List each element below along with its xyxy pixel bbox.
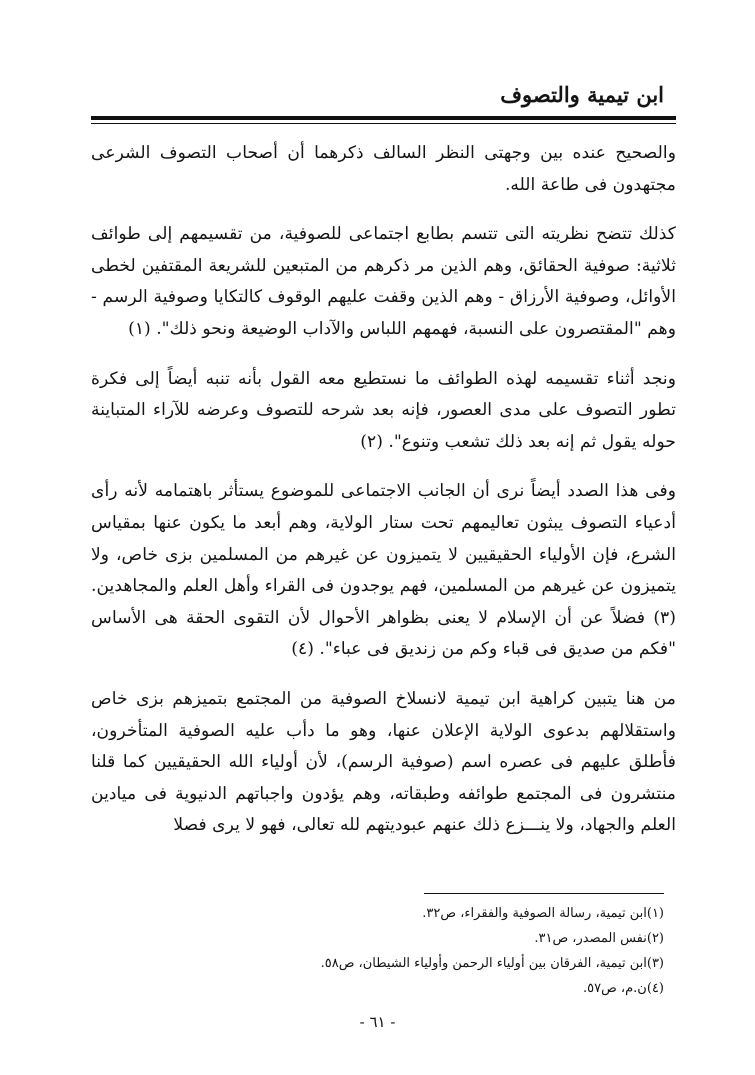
footnote-4: (٤)ن.م، ص٥٧. (582, 981, 664, 996)
header-rule-thin (91, 123, 676, 124)
paragraph-2: كذلك تتضح نظريته التى تتسم بطابع اجتماعى للصوفية، من تقسيمهم إلى طوائف ثلاثية: صوفية الحقائق، وهم الذين مر ذكرهم من المتبعين للشريعة المقتفين لخطى الأوائل، وصوفية الأرزاق - وهم الذين وقفت عليهم الوقوف كالتكايا وصوفية الرسم - وهم "المقتصرون على النسبة، فهمهم اللباس والآداب الوضيعة ونحو ذلك". (١) (91, 224, 676, 339)
paragraph-5: من هنا يتبين كراهية ابن تيمية لانسلاخ الصوفية من المجتمع بتميزهم بزى خاص واستقلالهم بدعوى الولاية الإعلان عنها، وهو ما دأب عليه الصوفية المتأخرون، فأطلق عليهم فى عصره اسم (صوفية الرسم)، لأن أولياء الله الحقيقيين كما قلنا منتشرون فى المجتمع طوائفه وطبقاته، وهم يؤدون واجباتهم الدنيوية فى ميادين العلم والجهاد، ولا ينـــزع ذلك عنهم عبوديتهم لله تعالى، فهو لا يرى فصلا (91, 688, 676, 836)
footnote-3: (٣)ابن تيمية، الفرقان بين أولياء الرحمن وأولياء الشيطان، ص٥٨. (320, 956, 664, 971)
footnote-2: (٢)نفس المصدر، ص٣١. (534, 931, 664, 946)
footnotes (79, 901, 664, 1001)
page-number: - ٦١ - (359, 1013, 396, 1031)
paragraph-4: وفى هذا الصدد أيضاً نرى أن الجانب الاجتماعى للموضوع يستأثر باهتمامه لأنه رأى أدعياء التصوف يبثون تعاليمهم تحت ستار الولاية، وهم أبعد ما يكون عنها بمقياس الشرع، فإن الأولياء الحقيقيين لا يتميزون عن غيرهم من المسلمين بزى خاص، ولا يتميزون عن غيرهم من المسلمين، فهم يوجدون فى القراء وأهل العلم والمجاهدين. (٣) فضلاً عن أن الإسلام لا يعنى بظواهر الأحوال لأن التقوى الحقة هى الأساس "فكم من صديق فى قباء وكم من زنديق فى عباء". (٤) (91, 481, 676, 660)
paragraph-3: ونجد أثناء تقسيمه لهذه الطوائف ما نستطيع معه القول بأنه تنبه أيضاً إلى فكرة تطور التصوف على مدى العصور، فإنه بعد شرحه للتصوف وعرضه للآراء المتباينة حوله يقول ثم إنه بعد ذلك تشعب وتنوع". (٢) (91, 368, 676, 452)
body-text (91, 138, 676, 860)
footnote-separator (424, 893, 664, 894)
header-rule-thick (91, 116, 676, 120)
footnote-1: (١)ابن تيمية، رسالة الصوفية والفقراء، ص٣٢. (422, 906, 664, 921)
running-header-title: ابن تيمية والتصوف (500, 82, 664, 107)
paragraph-1: والصحيح عنده بين وجهتى النظر السالف ذكرهما أن أصحاب التصوف الشرعى مجتهدون فى طاعة الله. (91, 143, 676, 195)
